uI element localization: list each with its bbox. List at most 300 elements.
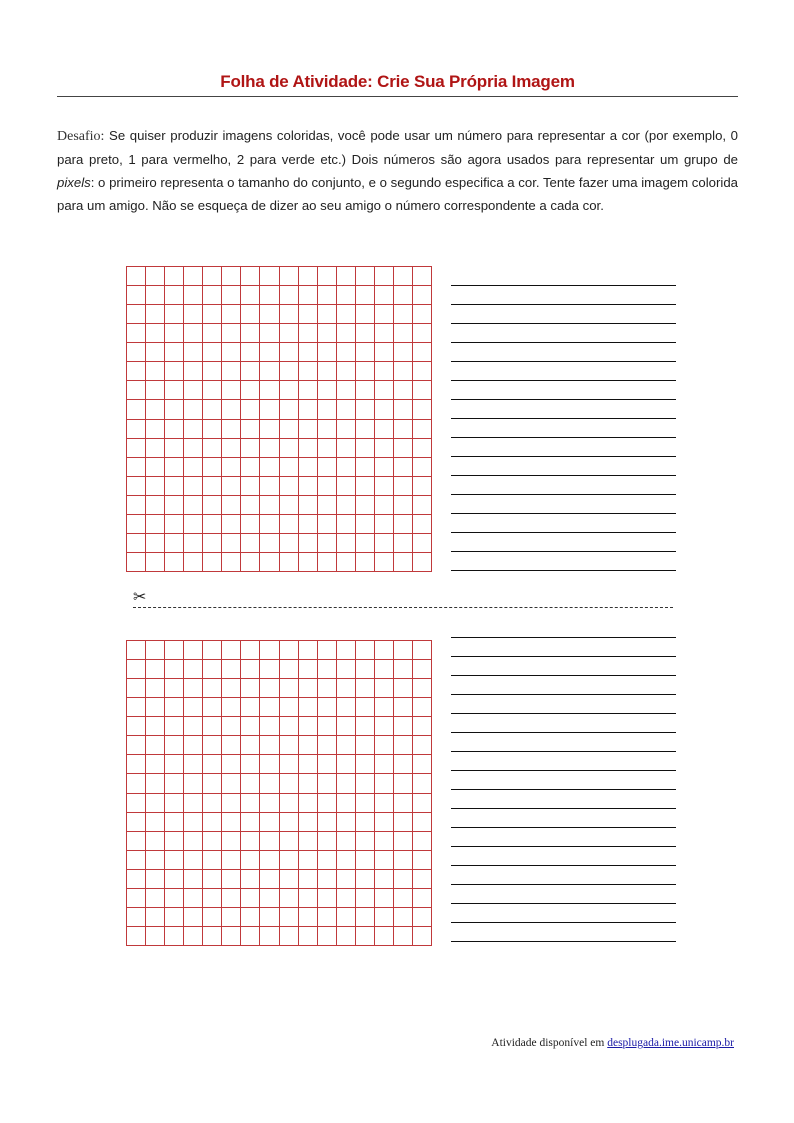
grid-cell[interactable] xyxy=(240,342,259,361)
grid-cell[interactable] xyxy=(240,735,259,754)
grid-cell[interactable] xyxy=(412,773,431,792)
grid-cell[interactable] xyxy=(126,476,145,495)
grid-cell[interactable] xyxy=(145,476,164,495)
grid-cell[interactable] xyxy=(317,380,336,399)
answer-line[interactable] xyxy=(451,656,676,657)
grid-cell[interactable] xyxy=(145,552,164,571)
grid-cell[interactable] xyxy=(279,812,298,831)
grid-cell[interactable] xyxy=(393,735,412,754)
grid-cell[interactable] xyxy=(240,476,259,495)
grid-cell[interactable] xyxy=(240,754,259,773)
grid-cell[interactable] xyxy=(393,659,412,678)
grid-cell[interactable] xyxy=(126,926,145,945)
grid-cell[interactable] xyxy=(202,735,221,754)
grid-cell[interactable] xyxy=(317,678,336,697)
grid-cell[interactable] xyxy=(126,850,145,869)
grid-cell[interactable] xyxy=(355,419,374,438)
grid-cell[interactable] xyxy=(317,552,336,571)
grid-cell[interactable] xyxy=(317,323,336,342)
grid-cell[interactable] xyxy=(202,380,221,399)
grid-cell[interactable] xyxy=(374,659,393,678)
grid-cell[interactable] xyxy=(355,640,374,659)
grid-cell[interactable] xyxy=(374,438,393,457)
grid-cell[interactable] xyxy=(374,869,393,888)
grid-cell[interactable] xyxy=(317,533,336,552)
grid-cell[interactable] xyxy=(145,380,164,399)
grid-cell[interactable] xyxy=(221,735,240,754)
answer-line[interactable] xyxy=(451,827,676,828)
grid-cell[interactable] xyxy=(298,659,317,678)
grid-cell[interactable] xyxy=(336,342,355,361)
grid-cell[interactable] xyxy=(374,793,393,812)
grid-cell[interactable] xyxy=(164,659,183,678)
grid-cell[interactable] xyxy=(164,926,183,945)
grid-cell[interactable] xyxy=(126,361,145,380)
answer-line[interactable] xyxy=(451,694,676,695)
grid-cell[interactable] xyxy=(183,323,202,342)
answer-line[interactable] xyxy=(451,285,676,286)
grid-cell[interactable] xyxy=(145,850,164,869)
grid-cell[interactable] xyxy=(183,533,202,552)
answer-line[interactable] xyxy=(451,922,676,923)
grid-cell[interactable] xyxy=(355,399,374,418)
grid-cell[interactable] xyxy=(240,304,259,323)
grid-cell[interactable] xyxy=(412,495,431,514)
grid-cell[interactable] xyxy=(126,342,145,361)
grid-cell[interactable] xyxy=(317,812,336,831)
grid-cell[interactable] xyxy=(126,888,145,907)
grid-cell[interactable] xyxy=(336,361,355,380)
grid-cell[interactable] xyxy=(279,361,298,380)
grid-cell[interactable] xyxy=(374,419,393,438)
answer-line[interactable] xyxy=(451,399,676,400)
grid-cell[interactable] xyxy=(202,552,221,571)
grid-cell[interactable] xyxy=(412,323,431,342)
grid-cell[interactable] xyxy=(279,793,298,812)
grid-cell[interactable] xyxy=(336,754,355,773)
grid-cell[interactable] xyxy=(393,361,412,380)
grid-cell[interactable] xyxy=(393,812,412,831)
grid-cell[interactable] xyxy=(279,697,298,716)
grid-cell[interactable] xyxy=(374,323,393,342)
grid-cell[interactable] xyxy=(412,716,431,735)
grid-cell[interactable] xyxy=(221,754,240,773)
grid-cell[interactable] xyxy=(221,907,240,926)
grid-cell[interactable] xyxy=(355,793,374,812)
answer-line[interactable] xyxy=(451,437,676,438)
grid-cell[interactable] xyxy=(202,457,221,476)
grid-cell[interactable] xyxy=(317,342,336,361)
grid-cell[interactable] xyxy=(183,552,202,571)
grid-cell[interactable] xyxy=(355,812,374,831)
grid-cell[interactable] xyxy=(259,850,278,869)
grid-cell[interactable] xyxy=(259,514,278,533)
answer-line[interactable] xyxy=(451,713,676,714)
grid-cell[interactable] xyxy=(240,323,259,342)
grid-cell[interactable] xyxy=(164,380,183,399)
grid-cell[interactable] xyxy=(221,533,240,552)
grid-cell[interactable] xyxy=(355,907,374,926)
grid-cell[interactable] xyxy=(183,678,202,697)
grid-cell[interactable] xyxy=(279,735,298,754)
grid-cell[interactable] xyxy=(240,831,259,850)
grid-cell[interactable] xyxy=(164,533,183,552)
grid-cell[interactable] xyxy=(412,361,431,380)
grid-cell[interactable] xyxy=(279,888,298,907)
answer-line[interactable] xyxy=(451,846,676,847)
grid-cell[interactable] xyxy=(164,793,183,812)
grid-cell[interactable] xyxy=(317,304,336,323)
grid-cell[interactable] xyxy=(126,457,145,476)
grid-cell[interactable] xyxy=(355,716,374,735)
grid-cell[interactable] xyxy=(298,457,317,476)
grid-cell[interactable] xyxy=(298,716,317,735)
grid-cell[interactable] xyxy=(221,476,240,495)
grid-cell[interactable] xyxy=(221,773,240,792)
grid-cell[interactable] xyxy=(355,514,374,533)
grid-cell[interactable] xyxy=(259,716,278,735)
grid-cell[interactable] xyxy=(221,285,240,304)
grid-cell[interactable] xyxy=(336,380,355,399)
grid-cell[interactable] xyxy=(164,552,183,571)
grid-cell[interactable] xyxy=(279,476,298,495)
grid-cell[interactable] xyxy=(336,850,355,869)
grid-cell[interactable] xyxy=(164,285,183,304)
grid-cell[interactable] xyxy=(393,476,412,495)
grid-cell[interactable] xyxy=(412,533,431,552)
grid-cell[interactable] xyxy=(393,285,412,304)
grid-cell[interactable] xyxy=(202,716,221,735)
grid-cell[interactable] xyxy=(183,697,202,716)
grid-cell[interactable] xyxy=(126,380,145,399)
grid-cell[interactable] xyxy=(298,640,317,659)
grid-cell[interactable] xyxy=(374,552,393,571)
grid-cell[interactable] xyxy=(202,266,221,285)
grid-cell[interactable] xyxy=(164,304,183,323)
grid-cell[interactable] xyxy=(126,323,145,342)
grid-cell[interactable] xyxy=(164,361,183,380)
grid-cell[interactable] xyxy=(393,850,412,869)
answer-line[interactable] xyxy=(451,903,676,904)
grid-cell[interactable] xyxy=(374,640,393,659)
grid-cell[interactable] xyxy=(393,697,412,716)
grid-cell[interactable] xyxy=(355,342,374,361)
grid-cell[interactable] xyxy=(336,926,355,945)
grid-cell[interactable] xyxy=(240,678,259,697)
grid-cell[interactable] xyxy=(259,926,278,945)
grid-cell[interactable] xyxy=(126,697,145,716)
grid-cell[interactable] xyxy=(202,399,221,418)
grid-cell[interactable] xyxy=(183,361,202,380)
grid-cell[interactable] xyxy=(202,869,221,888)
grid-cell[interactable] xyxy=(221,812,240,831)
grid-cell[interactable] xyxy=(374,888,393,907)
grid-cell[interactable] xyxy=(145,495,164,514)
grid-cell[interactable] xyxy=(145,419,164,438)
grid-cell[interactable] xyxy=(259,266,278,285)
grid-cell[interactable] xyxy=(298,831,317,850)
grid-cell[interactable] xyxy=(374,533,393,552)
grid-cell[interactable] xyxy=(393,399,412,418)
answer-line[interactable] xyxy=(451,532,676,533)
grid-cell[interactable] xyxy=(221,399,240,418)
grid-cell[interactable] xyxy=(240,869,259,888)
grid-cell[interactable] xyxy=(298,380,317,399)
grid-cell[interactable] xyxy=(279,907,298,926)
grid-cell[interactable] xyxy=(374,285,393,304)
grid-cell[interactable] xyxy=(317,457,336,476)
grid-cell[interactable] xyxy=(317,399,336,418)
grid-cell[interactable] xyxy=(412,342,431,361)
grid-cell[interactable] xyxy=(412,476,431,495)
grid-cell[interactable] xyxy=(221,888,240,907)
grid-cell[interactable] xyxy=(355,457,374,476)
grid-cell[interactable] xyxy=(298,793,317,812)
grid-cell[interactable] xyxy=(298,678,317,697)
grid-cell[interactable] xyxy=(145,697,164,716)
grid-cell[interactable] xyxy=(202,678,221,697)
grid-cell[interactable] xyxy=(298,476,317,495)
grid-cell[interactable] xyxy=(279,926,298,945)
grid-cell[interactable] xyxy=(393,419,412,438)
grid-cell[interactable] xyxy=(240,266,259,285)
grid-cell[interactable] xyxy=(355,476,374,495)
grid-cell[interactable] xyxy=(412,552,431,571)
grid-cell[interactable] xyxy=(412,514,431,533)
grid-cell[interactable] xyxy=(145,773,164,792)
grid-cell[interactable] xyxy=(336,552,355,571)
grid-cell[interactable] xyxy=(145,438,164,457)
grid-cell[interactable] xyxy=(412,640,431,659)
grid-cell[interactable] xyxy=(240,419,259,438)
grid-cell[interactable] xyxy=(240,514,259,533)
grid-cell[interactable] xyxy=(240,697,259,716)
grid-cell[interactable] xyxy=(298,285,317,304)
grid-cell[interactable] xyxy=(164,266,183,285)
grid-cell[interactable] xyxy=(145,514,164,533)
grid-cell[interactable] xyxy=(279,640,298,659)
grid-cell[interactable] xyxy=(183,793,202,812)
grid-cell[interactable] xyxy=(145,266,164,285)
grid-cell[interactable] xyxy=(183,735,202,754)
grid-cell[interactable] xyxy=(412,907,431,926)
grid-cell[interactable] xyxy=(393,754,412,773)
footer-link[interactable]: desplugada.ime.unicamp.br xyxy=(607,1037,734,1049)
grid-cell[interactable] xyxy=(317,907,336,926)
grid-cell[interactable] xyxy=(298,812,317,831)
grid-cell[interactable] xyxy=(298,342,317,361)
answer-line[interactable] xyxy=(451,380,676,381)
grid-cell[interactable] xyxy=(240,888,259,907)
grid-cell[interactable] xyxy=(202,640,221,659)
grid-cell[interactable] xyxy=(393,457,412,476)
grid-cell[interactable] xyxy=(393,640,412,659)
grid-cell[interactable] xyxy=(298,266,317,285)
grid-cell[interactable] xyxy=(355,869,374,888)
grid-cell[interactable] xyxy=(393,888,412,907)
grid-cell[interactable] xyxy=(202,419,221,438)
grid-cell[interactable] xyxy=(336,285,355,304)
grid-cell[interactable] xyxy=(202,926,221,945)
grid-cell[interactable] xyxy=(374,754,393,773)
answer-lines-top[interactable] xyxy=(451,266,676,572)
grid-cell[interactable] xyxy=(164,342,183,361)
grid-cell[interactable] xyxy=(298,850,317,869)
grid-cell[interactable] xyxy=(298,438,317,457)
grid-cell[interactable] xyxy=(355,926,374,945)
grid-cell[interactable] xyxy=(183,773,202,792)
grid-cell[interactable] xyxy=(374,831,393,850)
grid-cell[interactable] xyxy=(221,678,240,697)
grid-cell[interactable] xyxy=(355,304,374,323)
grid-cell[interactable] xyxy=(164,399,183,418)
grid-cell[interactable] xyxy=(240,495,259,514)
grid-cell[interactable] xyxy=(126,495,145,514)
grid-cell[interactable] xyxy=(183,457,202,476)
grid-cell[interactable] xyxy=(298,514,317,533)
grid-cell[interactable] xyxy=(164,678,183,697)
grid-cell[interactable] xyxy=(279,850,298,869)
grid-cell[interactable] xyxy=(412,399,431,418)
grid-cell[interactable] xyxy=(374,495,393,514)
grid-cell[interactable] xyxy=(126,552,145,571)
grid-cell[interactable] xyxy=(317,476,336,495)
grid-cell[interactable] xyxy=(240,773,259,792)
grid-cell[interactable] xyxy=(298,869,317,888)
grid-cell[interactable] xyxy=(164,831,183,850)
grid-cell[interactable] xyxy=(259,342,278,361)
grid-cell[interactable] xyxy=(221,659,240,678)
grid-cell[interactable] xyxy=(202,361,221,380)
grid-cell[interactable] xyxy=(183,266,202,285)
grid-cell[interactable] xyxy=(259,678,278,697)
grid-cell[interactable] xyxy=(240,533,259,552)
grid-cell[interactable] xyxy=(145,361,164,380)
grid-cell[interactable] xyxy=(412,659,431,678)
grid-cell[interactable] xyxy=(202,754,221,773)
grid-cell[interactable] xyxy=(221,323,240,342)
grid-cell[interactable] xyxy=(240,457,259,476)
grid-cell[interactable] xyxy=(126,266,145,285)
grid-cell[interactable] xyxy=(183,399,202,418)
grid-cell[interactable] xyxy=(183,831,202,850)
grid-cell[interactable] xyxy=(355,678,374,697)
grid-cell[interactable] xyxy=(374,380,393,399)
grid-cell[interactable] xyxy=(317,266,336,285)
grid-cell[interactable] xyxy=(374,850,393,869)
grid-cell[interactable] xyxy=(183,438,202,457)
grid-cell[interactable] xyxy=(374,678,393,697)
grid-cell[interactable] xyxy=(374,735,393,754)
grid-cell[interactable] xyxy=(126,831,145,850)
grid-cell[interactable] xyxy=(259,419,278,438)
grid-cell[interactable] xyxy=(126,399,145,418)
grid-cell[interactable] xyxy=(240,361,259,380)
grid-cell[interactable] xyxy=(279,552,298,571)
grid-cell[interactable] xyxy=(374,716,393,735)
grid-cell[interactable] xyxy=(317,735,336,754)
grid-cell[interactable] xyxy=(279,304,298,323)
grid-cell[interactable] xyxy=(355,552,374,571)
grid-cell[interactable] xyxy=(412,678,431,697)
grid-cell[interactable] xyxy=(298,304,317,323)
grid-cell[interactable] xyxy=(336,323,355,342)
grid-cell[interactable] xyxy=(393,869,412,888)
grid-cell[interactable] xyxy=(317,697,336,716)
grid-cell[interactable] xyxy=(126,812,145,831)
grid-cell[interactable] xyxy=(298,888,317,907)
grid-cell[interactable] xyxy=(279,514,298,533)
grid-cell[interactable] xyxy=(145,678,164,697)
grid-cell[interactable] xyxy=(145,399,164,418)
grid-cell[interactable] xyxy=(393,438,412,457)
grid-cell[interactable] xyxy=(259,438,278,457)
grid-cell[interactable] xyxy=(279,457,298,476)
grid-cell[interactable] xyxy=(183,659,202,678)
answer-line[interactable] xyxy=(451,551,676,552)
grid-cell[interactable] xyxy=(145,869,164,888)
grid-cell[interactable] xyxy=(317,773,336,792)
grid-cell[interactable] xyxy=(355,735,374,754)
grid-cell[interactable] xyxy=(279,380,298,399)
grid-cell[interactable] xyxy=(279,659,298,678)
grid-cell[interactable] xyxy=(336,419,355,438)
grid-cell[interactable] xyxy=(259,495,278,514)
grid-cell[interactable] xyxy=(202,285,221,304)
grid-cell[interactable] xyxy=(298,552,317,571)
grid-cell[interactable] xyxy=(393,552,412,571)
grid-cell[interactable] xyxy=(240,907,259,926)
grid-cell[interactable] xyxy=(336,716,355,735)
grid-cell[interactable] xyxy=(317,640,336,659)
grid-cell[interactable] xyxy=(412,831,431,850)
grid-cell[interactable] xyxy=(336,793,355,812)
grid-cell[interactable] xyxy=(202,533,221,552)
answer-line[interactable] xyxy=(451,865,676,866)
grid-cell[interactable] xyxy=(374,812,393,831)
grid-cell[interactable] xyxy=(412,793,431,812)
grid-cell[interactable] xyxy=(183,926,202,945)
grid-cell[interactable] xyxy=(279,678,298,697)
grid-cell[interactable] xyxy=(412,380,431,399)
answer-line[interactable] xyxy=(451,789,676,790)
grid-cell[interactable] xyxy=(336,438,355,457)
grid-cell[interactable] xyxy=(336,831,355,850)
grid-cell[interactable] xyxy=(317,850,336,869)
grid-cell[interactable] xyxy=(183,640,202,659)
grid-cell[interactable] xyxy=(183,754,202,773)
answer-line[interactable] xyxy=(451,751,676,752)
grid-cell[interactable] xyxy=(355,533,374,552)
grid-cell[interactable] xyxy=(202,831,221,850)
grid-cell[interactable] xyxy=(393,907,412,926)
answer-line[interactable] xyxy=(451,418,676,419)
drawing-grid-bottom[interactable] xyxy=(126,640,432,946)
grid-cell[interactable] xyxy=(145,533,164,552)
grid-cell[interactable] xyxy=(412,457,431,476)
grid-cell[interactable] xyxy=(336,476,355,495)
grid-cell[interactable] xyxy=(145,907,164,926)
grid-cell[interactable] xyxy=(145,888,164,907)
grid-cell[interactable] xyxy=(374,399,393,418)
grid-cell[interactable] xyxy=(412,304,431,323)
grid-cell[interactable] xyxy=(336,266,355,285)
grid-cell[interactable] xyxy=(145,926,164,945)
grid-cell[interactable] xyxy=(221,304,240,323)
grid-cell[interactable] xyxy=(393,831,412,850)
grid-cell[interactable] xyxy=(259,640,278,659)
grid-cell[interactable] xyxy=(164,457,183,476)
